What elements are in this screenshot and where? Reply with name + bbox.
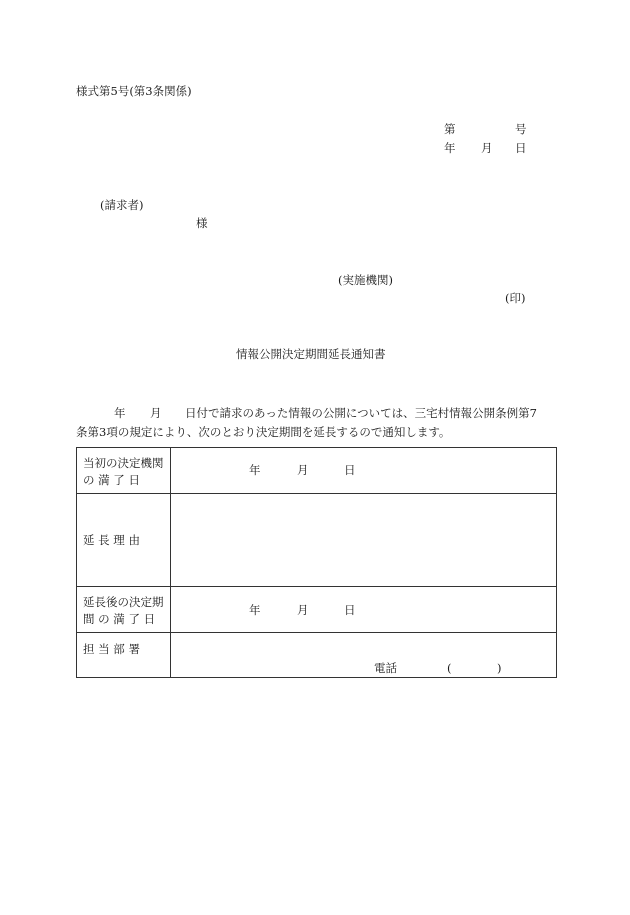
agency-label: (実施機関): [338, 273, 393, 287]
document-title: 情報公開決定期間延長通知書: [236, 347, 386, 361]
extended-deadline-hi[interactable]: 日: [344, 603, 356, 617]
ref-hi: 日: [515, 141, 527, 155]
body-line2: 条第3項の規定により、次のとおり決定期間を延長するので通知します。: [76, 425, 451, 439]
body-line1: 日付で請求のあった情報の公開については、三宅村情報公開条例第7: [185, 406, 537, 420]
extended-deadline-label-line1: 延長後の決定期: [83, 595, 164, 609]
initial-deadline-nen[interactable]: 年: [249, 463, 261, 477]
extended-deadline-label-line2: 間 の 満 了 日: [83, 612, 156, 626]
requester-label: (請求者): [100, 198, 144, 212]
body-tsuki: 月: [150, 406, 162, 420]
extension-reason-field[interactable]: [171, 494, 556, 586]
ref-go: 号: [515, 122, 527, 136]
label-cell-initial-deadline: [77, 448, 171, 493]
label-cell-department: [77, 633, 171, 677]
phone-paren-open: (: [447, 661, 452, 675]
form-code: 様式第5号(第3条関係): [76, 84, 192, 98]
initial-deadline-tsuki[interactable]: 月: [297, 463, 309, 477]
row-department: [77, 633, 556, 677]
phone-paren-close: ): [497, 661, 502, 675]
body-nen: 年: [114, 406, 126, 420]
agency-seal: (印): [505, 291, 526, 305]
initial-deadline-label-line1: 当初の決定機関: [83, 456, 164, 470]
label-cell-extended-deadline: [77, 587, 171, 632]
row-initial-deadline: [77, 448, 556, 494]
phone-label: 電話: [374, 661, 397, 675]
extended-deadline-tsuki[interactable]: 月: [297, 603, 309, 617]
row-extension-reason: [77, 494, 556, 587]
row-extended-deadline: [77, 587, 556, 633]
label-cell-extension-reason: [77, 494, 171, 586]
extended-deadline-nen[interactable]: 年: [249, 603, 261, 617]
initial-deadline-hi[interactable]: 日: [344, 463, 356, 477]
ref-nen: 年: [444, 141, 456, 155]
form-table: [76, 447, 557, 678]
ref-dai: 第: [444, 122, 456, 136]
ref-tsuki: 月: [481, 141, 493, 155]
initial-deadline-label-line2: の 満 了 日: [83, 473, 140, 487]
department-label: 担 当 部 署: [83, 642, 140, 656]
extension-reason-label: 延 長 理 由: [83, 533, 140, 547]
requester-sama: 様: [196, 216, 208, 230]
